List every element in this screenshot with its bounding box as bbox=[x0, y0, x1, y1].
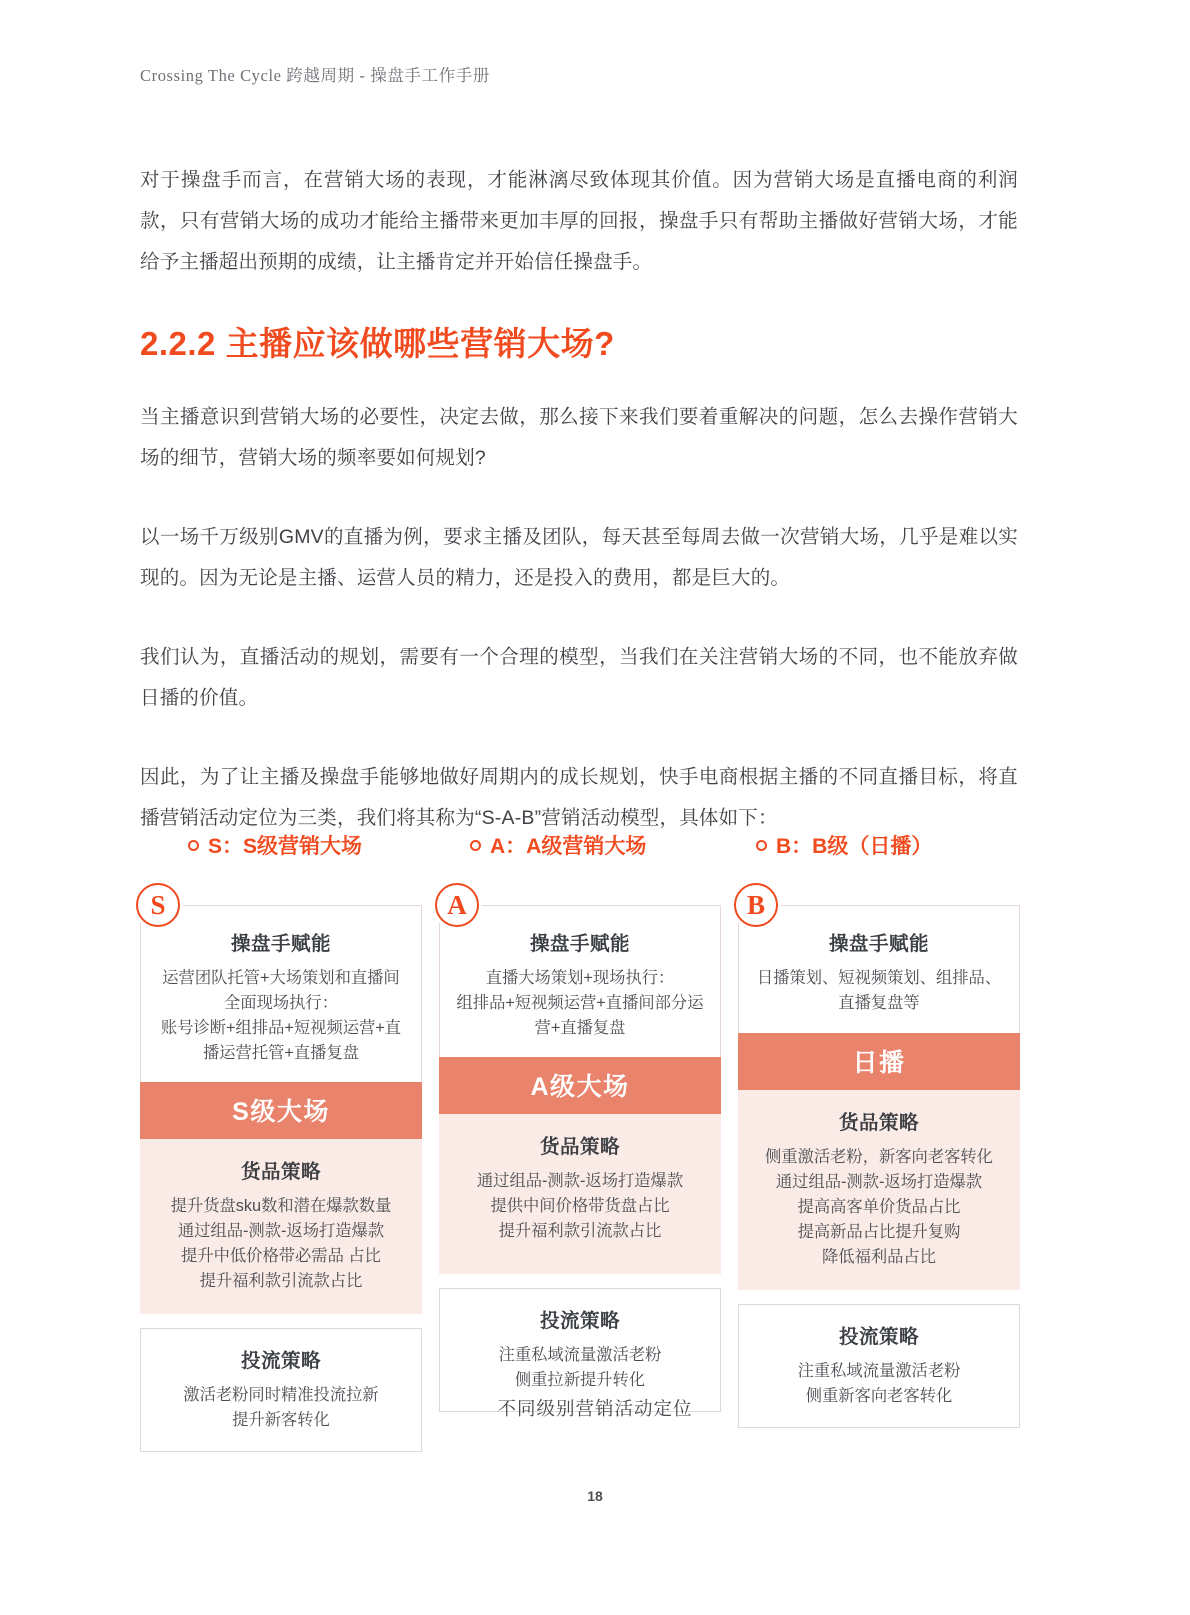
paragraph-2: 当主播意识到营销大场的必要性，决定去做，那么接下来我们要着重解决的问题，怎么去操作营销大场的细节，营销大场的频率要如何规划? bbox=[140, 406, 1018, 469]
paragraph-1: 对于操盘手而言，在营销大场的表现，才能淋漓尽致体现其价值。因为营销大场是直播电商的利润款，只有营销大场的成功才能给主播带来更加丰厚的回报，操盘手只有帮助主播做好营销大场，才能给予主播超出预期的成绩，让主播肯定并开始信任操盘手。 bbox=[140, 169, 1018, 273]
traffic-title-a: 投流策略 bbox=[539, 1310, 620, 1332]
enable-body-a: 直播大场策划+现场执行： 组排品+短视频运营+直播间部分运营+直播复盘 bbox=[456, 969, 704, 1037]
badge-b: B bbox=[734, 883, 778, 927]
article-body bbox=[140, 160, 1018, 877]
enable-title-a: 操盘手赋能 bbox=[529, 933, 630, 955]
traffic-title-s: 投流策略 bbox=[240, 1350, 321, 1372]
enable-title-s: 操盘手赋能 bbox=[230, 933, 331, 955]
card-s bbox=[140, 889, 422, 1452]
enable-box-a bbox=[439, 905, 721, 1057]
goods-body-b: 侧重激活老粉，新客向老客转化 通过组品-测款-返场打造爆款 提高高客单价货品占比 提高新品占比提升复购 降低福利品占比 bbox=[765, 1148, 993, 1266]
paragraph-4: 我们认为，直播活动的规划，需要有一个合理的模型，当我们在关注营销大场的不同，也不能放弃做日播的价值。 bbox=[140, 646, 1018, 709]
goods-box-a bbox=[439, 1114, 721, 1274]
circle-bullet-icon bbox=[188, 840, 199, 851]
enable-box-b bbox=[738, 905, 1020, 1033]
band-b: 日播 bbox=[738, 1033, 1020, 1090]
card-a bbox=[439, 889, 721, 1452]
paragraph-3: 以一场千万级别GMV的直播为例，要求主播及团队，每天甚至每周去做一次营销大场，几乎是难以实现的。因为无论是主播、运营人员的精力，还是投入的费用，都是巨大的。 bbox=[140, 526, 1018, 589]
legend-item-b-label: B：B级（日播） bbox=[776, 835, 933, 858]
running-head: Crossing The Cycle 跨越周期 - 操盘手工作手册 bbox=[140, 66, 490, 85]
badge-a: A bbox=[435, 883, 479, 927]
legend-item-a bbox=[470, 830, 646, 860]
legend-row bbox=[140, 822, 1018, 866]
goods-title-b: 货品策略 bbox=[838, 1112, 919, 1134]
traffic-box-s bbox=[140, 1328, 422, 1452]
goods-box-s bbox=[140, 1139, 422, 1314]
goods-title-a: 货品策略 bbox=[539, 1136, 620, 1158]
section-heading: 2.2.2 主播应该做哪些营销大场? bbox=[140, 325, 615, 362]
legend-item-s-label: S：S级营销大场 bbox=[208, 835, 363, 858]
enable-body-s: 运营团队托管+大场策划和直播间全面现场执行： 账号诊断+组排品+短视频运营+直播运营托管+直播复盘 bbox=[160, 969, 402, 1062]
goods-title-s: 货品策略 bbox=[240, 1161, 321, 1183]
goods-body-s: 提升货盘sku数和潜在爆款数量 通过组品-测款-返场打造爆款 提升中低价格带必需品 占比 提升福利款引流款占比 bbox=[170, 1197, 392, 1290]
circle-bullet-icon bbox=[756, 840, 767, 851]
enable-title-b: 操盘手赋能 bbox=[828, 933, 929, 955]
badge-s: S bbox=[136, 883, 180, 927]
traffic-title-b: 投流策略 bbox=[838, 1326, 919, 1348]
band-s: S级大场 bbox=[140, 1082, 422, 1139]
band-a: A级大场 bbox=[439, 1057, 721, 1114]
card-b bbox=[738, 889, 1020, 1452]
page-number: 18 bbox=[587, 1488, 603, 1504]
goods-box-b bbox=[738, 1090, 1020, 1290]
paragraph-5: 因此，为了让主播及操盘手能够地做好周期内的成长规划，快手电商根据主播的不同直播目标，将直播营销活动定位为三类，我们将其称为“S-A-B”营销活动模型，具体如下： bbox=[140, 766, 1018, 829]
enable-box-s bbox=[140, 905, 422, 1082]
figure-caption: 不同级别营销活动定位 bbox=[497, 1398, 693, 1419]
enable-body-b: 日播策划、短视频策划、组排品、直播复盘等 bbox=[756, 969, 1002, 1012]
circle-bullet-icon bbox=[470, 840, 481, 851]
traffic-body-s: 激活老粉同时精准投流拉新 提升新客转化 bbox=[183, 1386, 379, 1429]
traffic-body-b: 注重私域流量激活老粉 侧重新客向老客转化 bbox=[797, 1362, 961, 1405]
card-grid bbox=[140, 889, 1020, 1452]
traffic-body-a: 注重私域流量激活老粉 侧重拉新提升转化 bbox=[498, 1346, 662, 1389]
legend-item-b bbox=[756, 830, 932, 860]
legend-item-a-label: A：A级营销大场 bbox=[490, 835, 647, 858]
goods-body-a: 通过组品-测款-返场打造爆款 提供中间价格带货盘占比 提升福利款引流款占比 bbox=[476, 1172, 684, 1240]
traffic-box-a bbox=[439, 1288, 721, 1412]
legend-item-s bbox=[188, 830, 362, 860]
